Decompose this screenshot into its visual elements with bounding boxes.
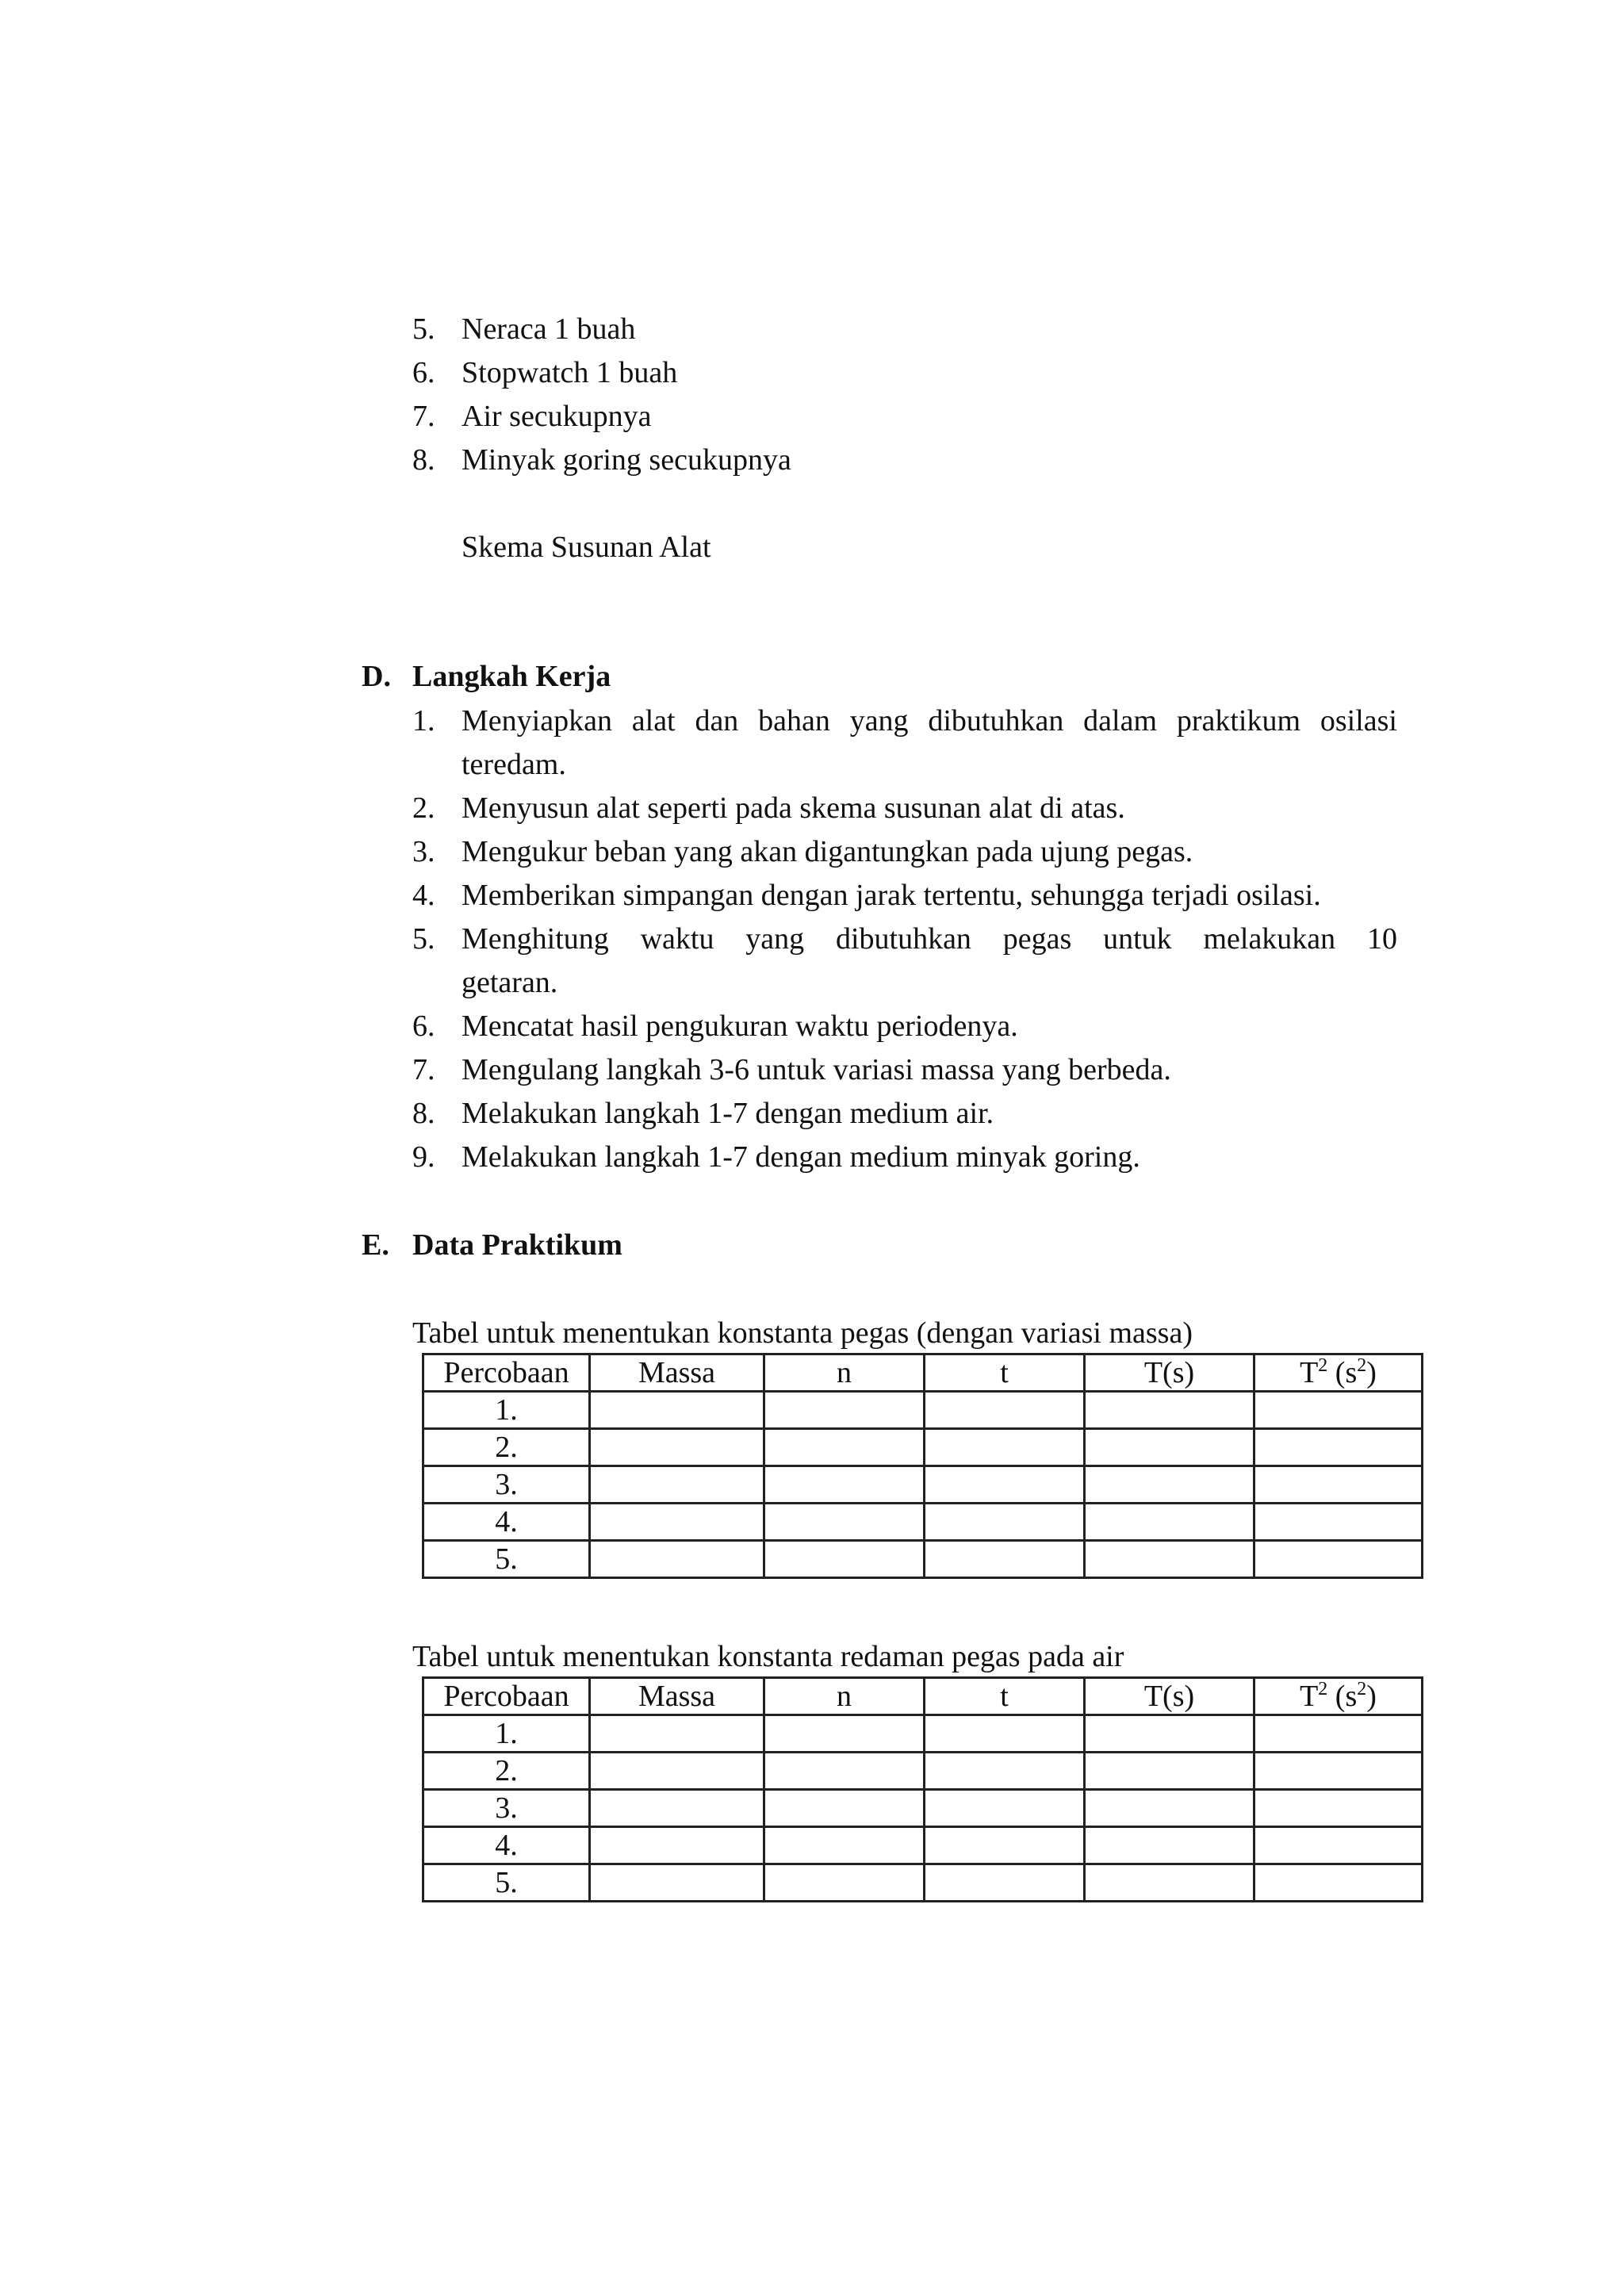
row-number-cell: 4. bbox=[423, 1504, 590, 1541]
step-number: 6. bbox=[412, 1010, 435, 1043]
step-text-continued: teredam. bbox=[462, 748, 566, 781]
list-number: 5. bbox=[412, 312, 435, 346]
table-cell[interactable] bbox=[590, 1827, 764, 1864]
table-cell[interactable] bbox=[590, 1790, 764, 1827]
table-cell[interactable] bbox=[925, 1429, 1085, 1466]
table-cell[interactable] bbox=[764, 1753, 925, 1790]
table-cell[interactable] bbox=[1085, 1429, 1254, 1466]
table-cell[interactable] bbox=[590, 1392, 764, 1429]
table-cell[interactable] bbox=[764, 1541, 925, 1578]
table-cell[interactable] bbox=[1085, 1790, 1254, 1827]
header-cell: $T^2$ $(s^2)$ bbox=[1254, 1678, 1423, 1715]
table-cell[interactable] bbox=[1254, 1715, 1423, 1753]
row-number-cell: 1. bbox=[423, 1392, 590, 1429]
table-cell[interactable] bbox=[764, 1392, 925, 1429]
table-cell[interactable] bbox=[925, 1864, 1085, 1902]
table-cell[interactable] bbox=[925, 1790, 1085, 1827]
step-text: Memberikan simpangan dengan jarak tertentu, sehungga terjadi osilasi. bbox=[462, 879, 1321, 912]
table-row bbox=[423, 1541, 1423, 1578]
table-cell[interactable] bbox=[764, 1429, 925, 1466]
list-text: Minyak goring secukupnya bbox=[462, 443, 791, 477]
section-e-heading bbox=[362, 1227, 622, 1263]
table-cell[interactable] bbox=[764, 1466, 925, 1504]
table-cell[interactable] bbox=[1085, 1827, 1254, 1864]
header-cell: t bbox=[925, 1678, 1085, 1715]
section-title: Langkah Kerja bbox=[412, 660, 611, 693]
step-text: Melakukan langkah 1-7 dengan medium air. bbox=[462, 1097, 994, 1130]
table-row bbox=[423, 1504, 1423, 1541]
step-text: Menyusun alat seperti pada skema susunan alat di atas. bbox=[462, 791, 1125, 825]
step-text: Menyiapkan alat dan bahan yang dibutuhkan dalam praktikum osilasi bbox=[462, 704, 1397, 738]
table-caption: Tabel untuk menentukan konstanta pegas (dengan variasi massa) bbox=[412, 1316, 1193, 1350]
step-text: Menghitung waktu yang dibutuhkan pegas untuk melakukan 10 bbox=[462, 922, 1397, 956]
step-number: 2. bbox=[412, 791, 435, 825]
table-cell[interactable] bbox=[1085, 1392, 1254, 1429]
table-cell[interactable] bbox=[1085, 1753, 1254, 1790]
header-cell: Percobaan bbox=[423, 1678, 590, 1715]
table-cell[interactable] bbox=[1254, 1864, 1423, 1902]
table-cell[interactable] bbox=[590, 1715, 764, 1753]
step-number: 7. bbox=[412, 1053, 435, 1086]
list-number: 6. bbox=[412, 356, 435, 389]
section-letter: D. bbox=[362, 660, 391, 693]
table-cell[interactable] bbox=[1085, 1864, 1254, 1902]
table-cell[interactable] bbox=[590, 1541, 764, 1578]
data-table-spring-constant bbox=[422, 1353, 1423, 1579]
list-number: 7. bbox=[412, 400, 435, 433]
table-cell[interactable] bbox=[590, 1753, 764, 1790]
table-cell[interactable] bbox=[1254, 1790, 1423, 1827]
step-text: Melakukan langkah 1-7 dengan medium minyak goring. bbox=[462, 1140, 1140, 1174]
step-number: 1. bbox=[412, 704, 435, 738]
table-cell[interactable] bbox=[764, 1864, 925, 1902]
table-cell[interactable] bbox=[1254, 1827, 1423, 1864]
step-number: 5. bbox=[412, 922, 435, 956]
table-header-row bbox=[423, 1678, 1423, 1715]
row-number-cell: 3. bbox=[423, 1790, 590, 1827]
step-number: 3. bbox=[412, 835, 435, 868]
list-text: Air secukupnya bbox=[462, 400, 652, 433]
table-row bbox=[423, 1392, 1423, 1429]
header-cell: Massa bbox=[590, 1354, 764, 1392]
step-number: 9. bbox=[412, 1140, 435, 1174]
step-number: 4. bbox=[412, 879, 435, 912]
table-row bbox=[423, 1715, 1423, 1753]
list-number: 8. bbox=[412, 443, 435, 477]
header-cell: T(s) bbox=[1085, 1678, 1254, 1715]
header-cell: n bbox=[764, 1678, 925, 1715]
row-number-cell: 3. bbox=[423, 1466, 590, 1504]
header-cell: Percobaan bbox=[423, 1354, 590, 1392]
row-number-cell: 4. bbox=[423, 1827, 590, 1864]
data-table-damping-water bbox=[422, 1676, 1423, 1902]
table-cell[interactable] bbox=[1254, 1392, 1423, 1429]
section-title: Data Praktikum bbox=[412, 1228, 622, 1262]
schema-label: Skema Susunan Alat bbox=[462, 531, 711, 564]
table-cell[interactable] bbox=[925, 1504, 1085, 1541]
table-cell[interactable] bbox=[925, 1466, 1085, 1504]
list-text: Neraca 1 buah bbox=[462, 312, 636, 346]
row-number-cell: 5. bbox=[423, 1864, 590, 1902]
step-number: 8. bbox=[412, 1097, 435, 1130]
table-cell[interactable] bbox=[1254, 1466, 1423, 1504]
table-cell[interactable] bbox=[1085, 1541, 1254, 1578]
header-cell: T(s) bbox=[1085, 1354, 1254, 1392]
table-row bbox=[423, 1827, 1423, 1864]
table-cell[interactable] bbox=[925, 1753, 1085, 1790]
table-cell[interactable] bbox=[590, 1429, 764, 1466]
table-row bbox=[423, 1429, 1423, 1466]
step-text-continued: getaran. bbox=[462, 966, 558, 999]
table-cell[interactable] bbox=[925, 1392, 1085, 1429]
step-text: Mengukur beban yang akan digantungkan pada ujung pegas. bbox=[462, 835, 1193, 868]
section-letter: E. bbox=[362, 1228, 389, 1262]
table-cell[interactable] bbox=[590, 1466, 764, 1504]
table-row bbox=[423, 1753, 1423, 1790]
table-cell[interactable] bbox=[1254, 1753, 1423, 1790]
row-number-cell: 2. bbox=[423, 1753, 590, 1790]
table-cell[interactable] bbox=[925, 1715, 1085, 1753]
table-header-row bbox=[423, 1354, 1423, 1392]
table-cell[interactable] bbox=[925, 1827, 1085, 1864]
table-cell[interactable] bbox=[1085, 1715, 1254, 1753]
list-text: Stopwatch 1 buah bbox=[462, 356, 678, 389]
header-cell: t bbox=[925, 1354, 1085, 1392]
table-row bbox=[423, 1790, 1423, 1827]
header-cell: $T^2$ $(s^2)$ bbox=[1254, 1354, 1423, 1392]
header-cell: n bbox=[764, 1354, 925, 1392]
table-cell[interactable] bbox=[590, 1864, 764, 1902]
row-number-cell: 1. bbox=[423, 1715, 590, 1753]
table-cell[interactable] bbox=[764, 1504, 925, 1541]
table-cell[interactable] bbox=[1254, 1429, 1423, 1466]
table-cell[interactable] bbox=[590, 1504, 764, 1541]
table-cell[interactable] bbox=[764, 1827, 925, 1864]
table-cell[interactable] bbox=[1085, 1504, 1254, 1541]
table-row bbox=[423, 1466, 1423, 1504]
step-text: Mengulang langkah 3-6 untuk variasi massa yang berbeda. bbox=[462, 1053, 1171, 1086]
row-number-cell: 5. bbox=[423, 1541, 590, 1578]
table-cell[interactable] bbox=[764, 1790, 925, 1827]
table-cell[interactable] bbox=[1254, 1504, 1423, 1541]
table-cell[interactable] bbox=[764, 1715, 925, 1753]
table-cell[interactable] bbox=[1085, 1466, 1254, 1504]
table-cell[interactable] bbox=[925, 1541, 1085, 1578]
row-number-cell: 2. bbox=[423, 1429, 590, 1466]
table-cell[interactable] bbox=[1254, 1541, 1423, 1578]
header-cell: Massa bbox=[590, 1678, 764, 1715]
section-d-heading bbox=[362, 658, 611, 695]
step-text: Mencatat hasil pengukuran waktu periodenya. bbox=[462, 1010, 1018, 1043]
table-caption: Tabel untuk menentukan konstanta redaman pegas pada air bbox=[412, 1640, 1124, 1673]
table-row bbox=[423, 1864, 1423, 1902]
